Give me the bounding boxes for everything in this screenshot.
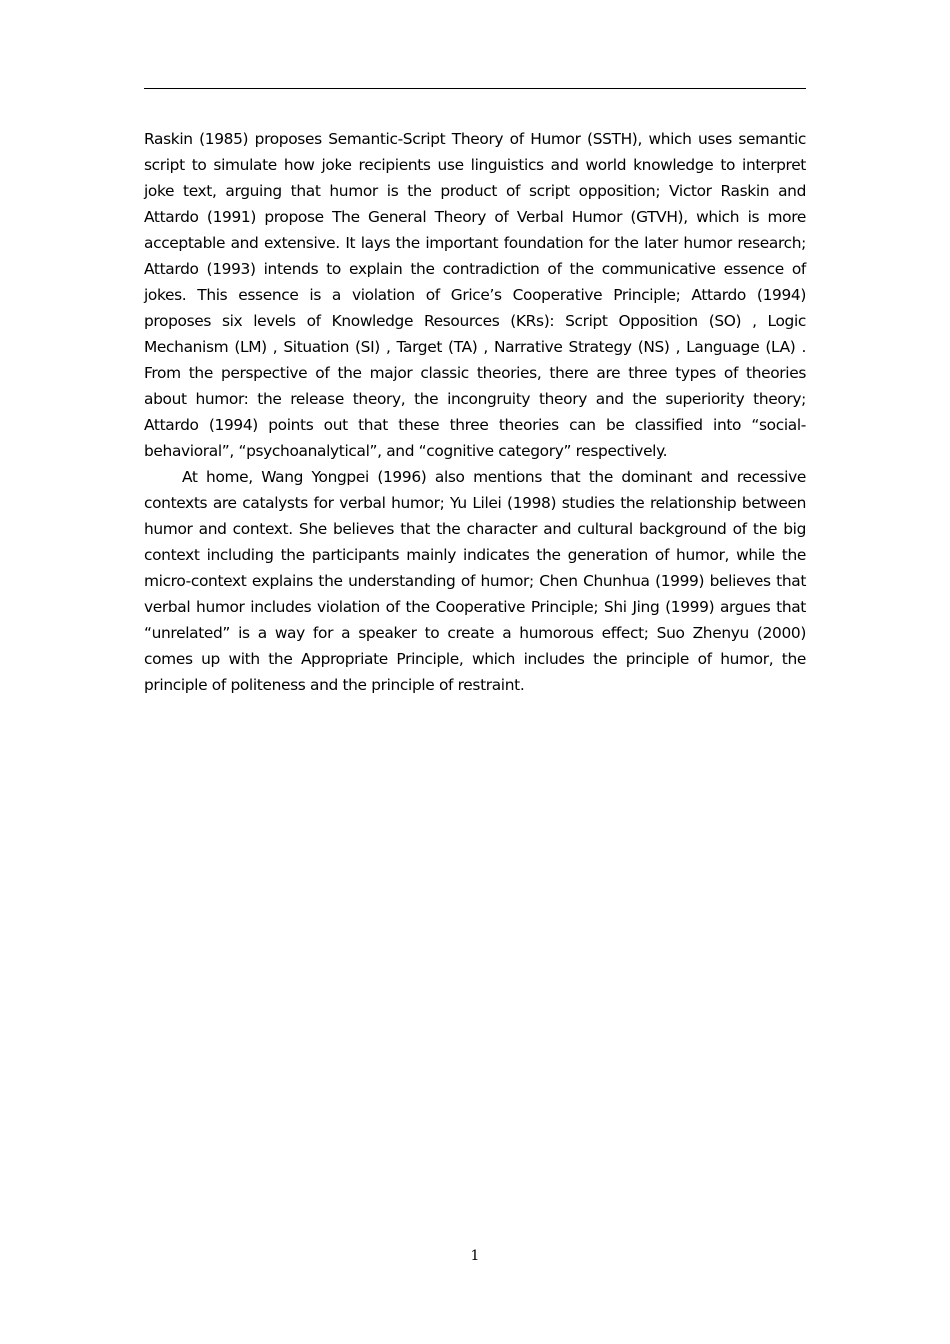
body-text: [144, 126, 806, 698]
page-number: 1: [470, 1248, 480, 1264]
paragraph-2: At home, Wang Yongpei (1996) also mentions that the dominant and recessive contexts are catalysts for verbal humor; Yu Lilei (1998) studies the relationship between humor and context. She believes that the character and cultural background of the big context including the participants mainly indicates the generation of humor, while the micro-context explains the understanding of humor; Chen Chunhua (1999) believes that verbal humor includes violation of the Cooperative Principle; Shi Jing (1999) argues that “unrelated” is a way for a speaker to create a humorous effect; Suo Zhenyu (2000) comes up with the Appropriate Principle, which includes the principle of humor, the principle of politeness and the principle of restraint.: [144, 468, 806, 694]
header-rule: [144, 88, 806, 89]
paragraph-1: Raskin (1985) proposes Semantic-Script Theory of Humor (SSTH), which uses semantic script to simulate how joke recipients use linguistics and world knowledge to interpret joke text, arguing that humor is the product of script opposition; Victor Raskin and Attardo (1991) propose The General Theory of Verbal Humor (GTVH), which is more acceptable and extensive. It lays the important foundation for the later humor research; Attardo (1993) intends to explain the contradiction of the communicative essence of jokes. This essence is a violation of Grice’s Cooperative Principle; Attardo (1994) proposes six levels of Knowledge Resources (KRs): Script Opposition (SO) , Logic Mechanism (LM) , Situation (SI) , Target (TA) , Narrative Strategy (NS) , Language (LA) . From the perspective of the major classic theories, there are three types of theories about humor: the release theory, the incongruity theory and the superiority theory; Attardo (1994) points out that these three theories can be classified into “social-behavioral”, “psychoanalytical”, and “cognitive category” respectively.: [144, 130, 806, 460]
